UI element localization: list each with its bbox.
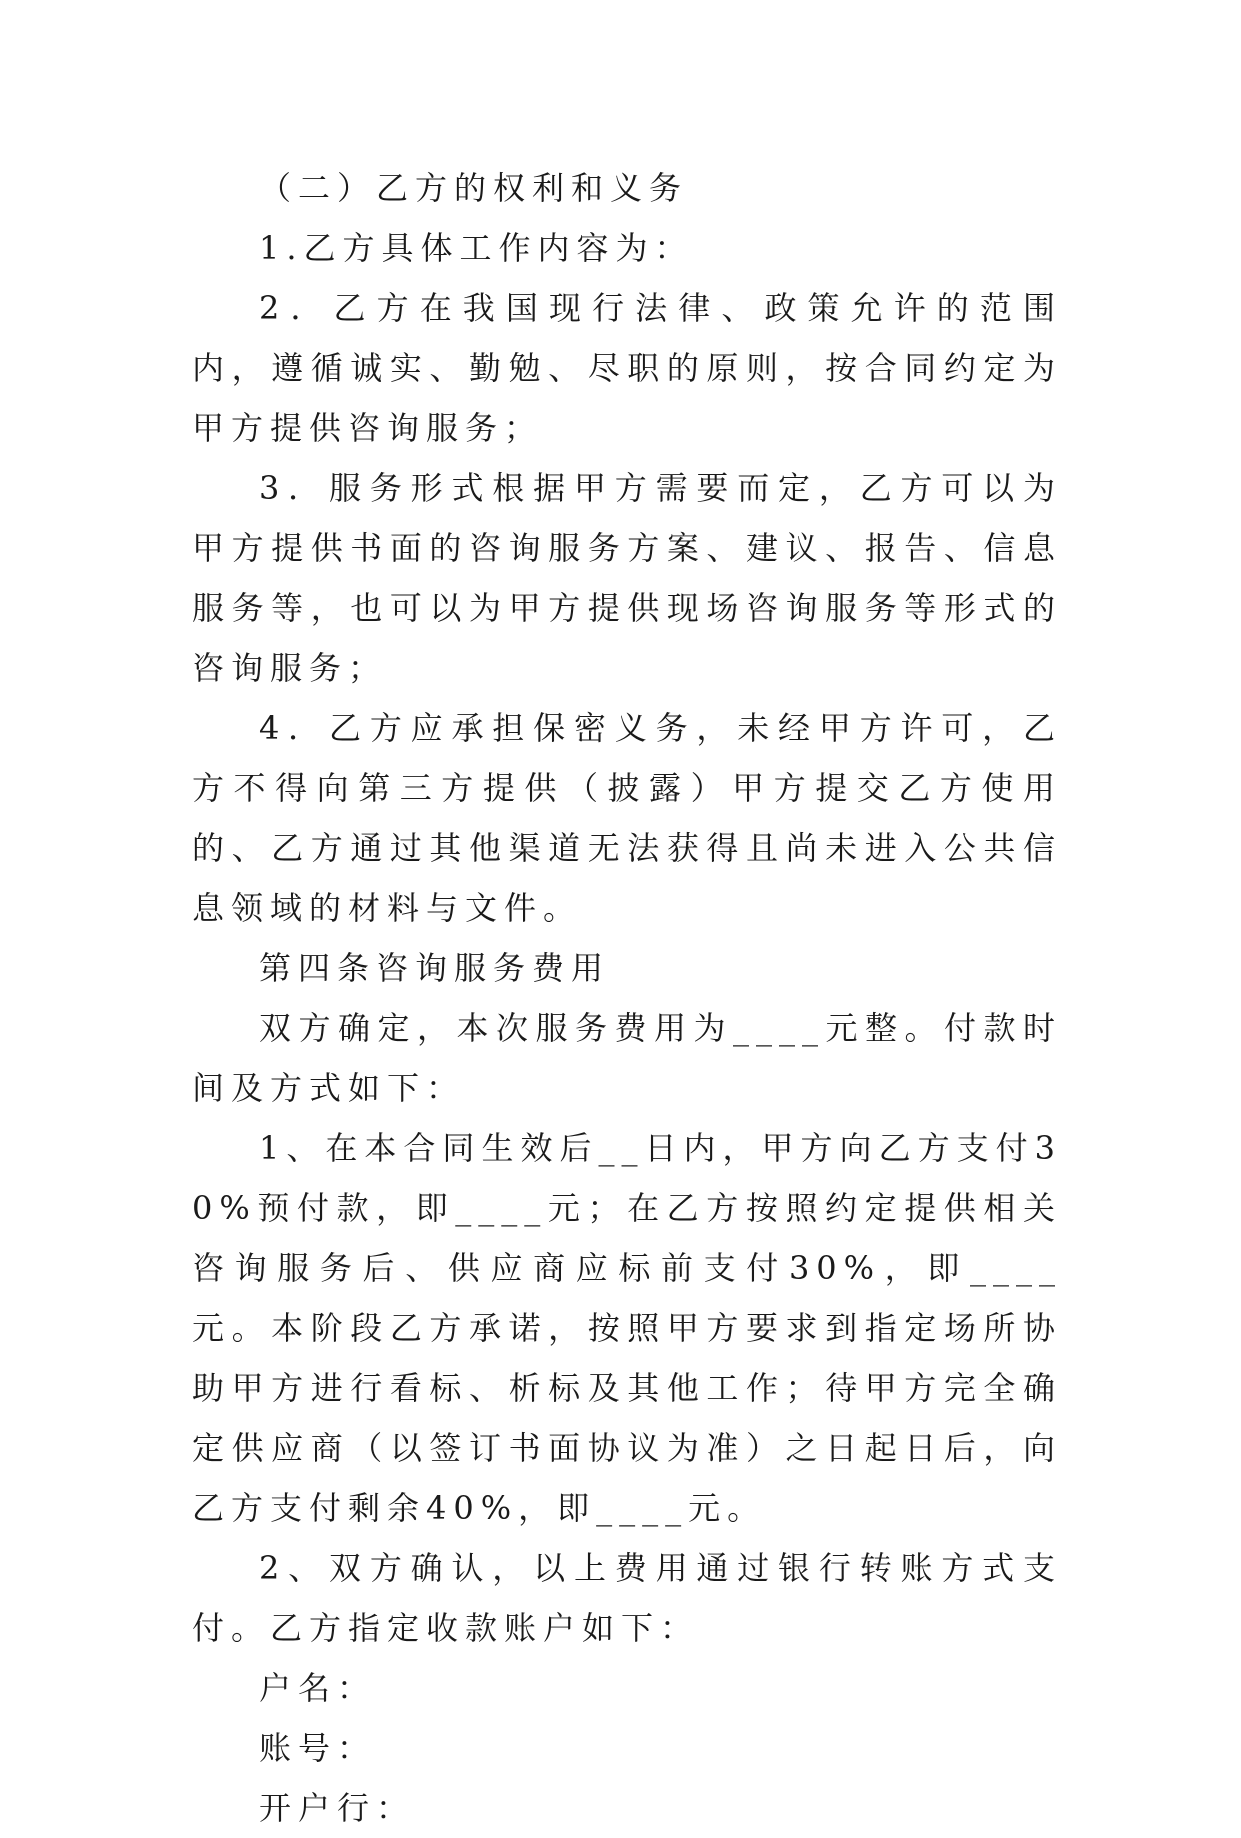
clause-1-work-content: 1.乙方具体工作内容为：	[259, 229, 694, 267]
bank-transfer-statement: 2、双方确认，以上费用通过银行转账方式支付。乙方指定收款账户如下：	[192, 1549, 1062, 1647]
bank-branch-field: 开户行：	[259, 1789, 416, 1827]
account-name-field: 户名：	[259, 1669, 377, 1707]
section-heading-party-b-rights: （二）乙方的权利和义务	[259, 169, 689, 207]
account-number-field: 账号：	[259, 1729, 377, 1767]
document-page	[192, 158, 1062, 1838]
payment-schedule: 1、在本合同生效后__日内，甲方向乙方支付30%预付款，即____元；在乙方按照约定提供相关咨询服务后、供应商应标前支付30%，即____元。本阶段乙方承诺，按照甲方要求到指定场所协助甲方进行看标、析标及其他工作；待甲方完全确定供应商（以签订书面协议为准）之日起日后，向乙方支付剩余40%，即____元。	[192, 1129, 1062, 1527]
article-4-heading-service-fees: 第四条咨询服务费用	[259, 949, 611, 987]
fee-statement: 双方确定，本次服务费用为____元整。付款时间及方式如下：	[192, 1009, 1062, 1107]
clause-4-confidentiality: 4．乙方应承担保密义务，未经甲方许可，乙方不得向第三方提供（披露）甲方提交乙方使用的、乙方通过其他渠道无法获得且尚未进入公共信息领域的材料与文件。	[192, 709, 1062, 927]
clause-3-service-forms: 3．服务形式根据甲方需要而定，乙方可以为甲方提供书面的咨询服务方案、建议、报告、信息服务等，也可以为甲方提供现场咨询服务等形式的咨询服务；	[192, 469, 1062, 687]
clause-2-consulting-principles: 2．乙方在我国现行法律、政策允许的范围内，遵循诚实、勤勉、尽职的原则，按合同约定为甲方提供咨询服务；	[192, 289, 1062, 447]
